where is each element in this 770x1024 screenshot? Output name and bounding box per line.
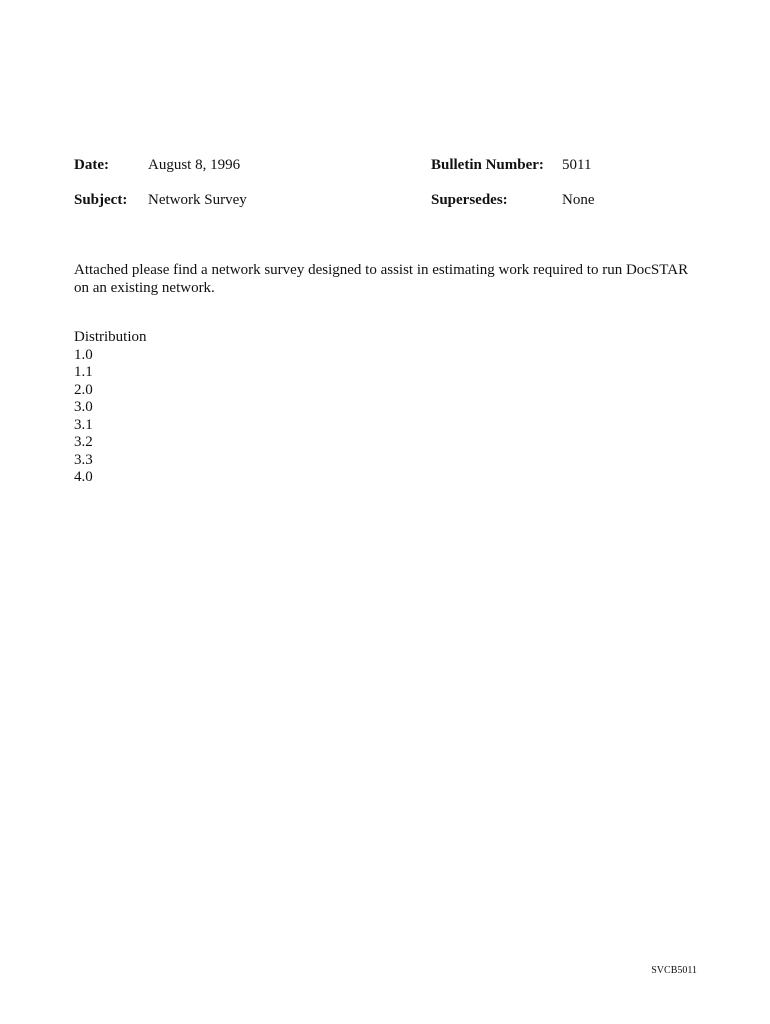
- distribution-title: Distribution: [74, 329, 147, 345]
- bulletin-number-label: Bulletin Number:: [431, 157, 544, 173]
- footer-document-code: SVCB5011: [651, 965, 697, 976]
- subject-label: Subject:: [74, 192, 128, 208]
- body-line: on an existing network.: [74, 280, 215, 296]
- body-line: Attached please find a network survey designed to assist in estimating work required to run DocSTAR: [74, 262, 689, 278]
- body-paragraph: [74, 261, 714, 297]
- distribution-item: 4.0: [74, 469, 93, 485]
- distribution-list: [74, 329, 147, 487]
- distribution-item: 3.2: [74, 434, 93, 450]
- distribution-item: 2.0: [74, 381, 93, 398]
- supersedes-label: Supersedes:: [431, 192, 508, 208]
- distribution-item: 1.1: [74, 364, 93, 380]
- distribution-item: 1.0: [74, 346, 93, 363]
- bulletin-number-value: 5011: [562, 157, 592, 173]
- date-label: Date:: [74, 157, 109, 173]
- distribution-item: 3.0: [74, 399, 93, 415]
- distribution-item: 3.3: [74, 451, 93, 468]
- subject-value: Network Survey: [148, 192, 247, 208]
- date-value: August 8, 1996: [148, 157, 241, 173]
- distribution-item: 3.1: [74, 416, 93, 433]
- supersedes-value: None: [562, 192, 595, 208]
